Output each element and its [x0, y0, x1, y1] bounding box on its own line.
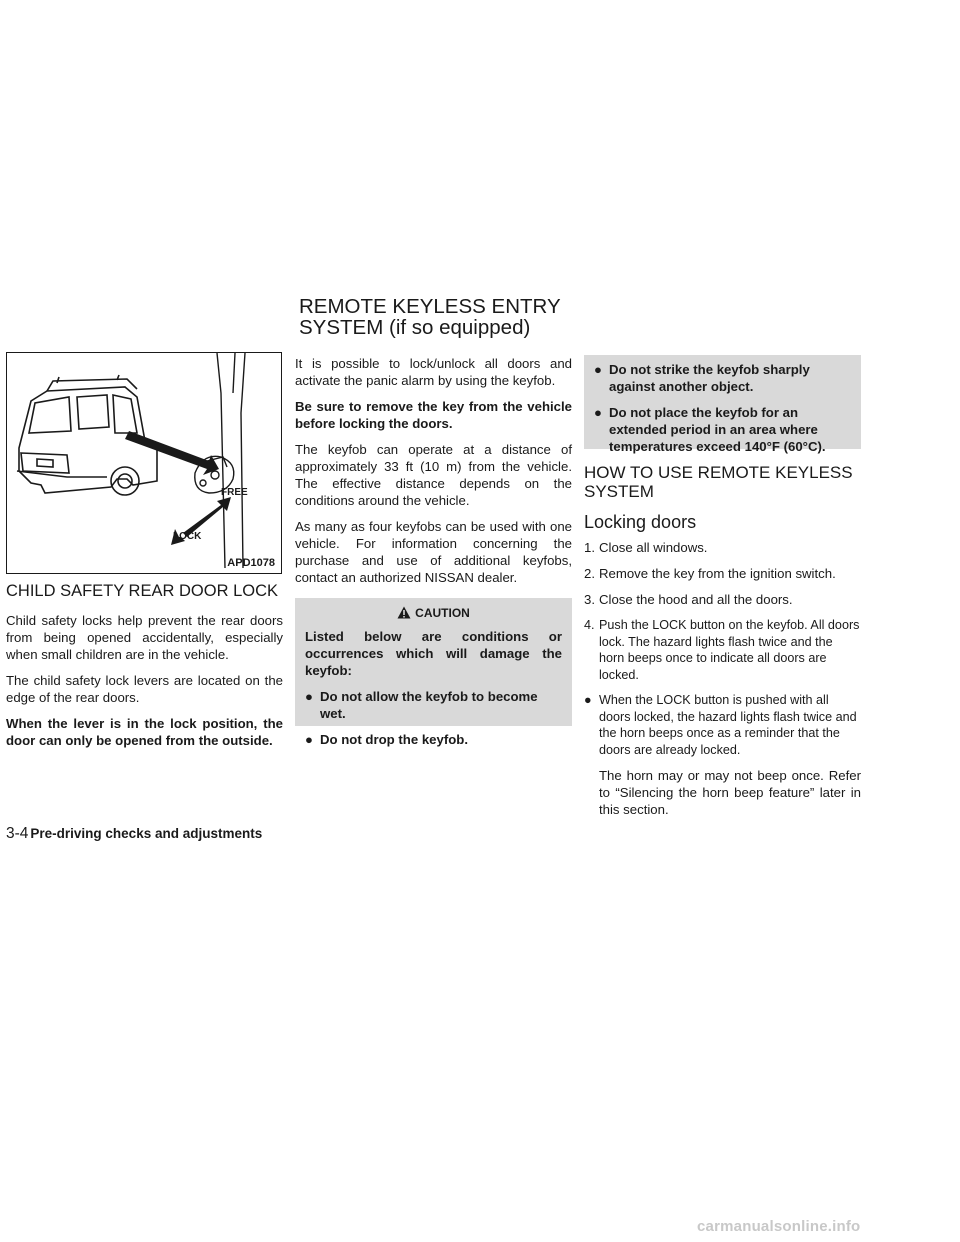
bullet-icon: ●	[584, 693, 592, 707]
step-item: 1. Close all windows.	[584, 540, 708, 555]
caution-box-continued	[584, 355, 861, 454]
lock-note: ● When the LOCK button is pushed with all doors locked, the hazard lights flash twice and the horn beeps once as a reminder that the doors are already locked.	[584, 693, 857, 757]
section-title-line-1: REMOTE KEYLESS ENTRY	[299, 295, 561, 318]
bullet-icon: ●	[305, 689, 313, 704]
remote-paragraph-2: Be sure to remove the key from the vehicle before locking the doors.	[295, 399, 572, 431]
bullet-icon: ●	[305, 732, 313, 747]
how-to-heading: HOW TO USE REMOTE KEYLESS SYSTEM	[584, 463, 853, 501]
vehicle-drawing	[7, 353, 280, 572]
bullet-icon: ●	[594, 362, 602, 377]
caution-title: CAUTION	[415, 606, 470, 620]
child-safety-heading: CHILD SAFETY REAR DOOR LOCK	[6, 582, 279, 600]
caution-item: ● Do not drop the keyfob.	[305, 732, 468, 747]
remote-paragraph-3: The keyfob can operate at a distance of approximately 33 ft (10 m) from the vehicle. The effective distance depends on the conditions around the vehicle.	[295, 442, 572, 508]
warning-triangle-icon	[397, 606, 411, 619]
section-title	[299, 296, 859, 338]
caution-intro: Listed below are conditions or occurrences which will damage the keyfob:	[305, 629, 562, 678]
step-item: 4. Push the LOCK button on the keyfob. All doors lock. The hazard lights flash twice and the horn beeps once to indicate all doors are locked.	[584, 618, 860, 682]
column-remote-intro	[295, 355, 572, 747]
step-item: 3. Close the hood and all the doors.	[584, 592, 793, 607]
bullet-icon: ●	[594, 405, 602, 420]
caution-item: ● Do not strike the keyfob sharply against another object.	[594, 362, 810, 394]
caution-header	[305, 606, 562, 620]
caution-box	[295, 598, 572, 747]
free-label: FREE	[221, 487, 248, 498]
remote-paragraph-4: As many as four keyfobs can be used with one vehicle. For information concerning the purchase and use of additional keyfobs, contact an authorized NISSAN dealer.	[295, 519, 572, 585]
caution-item: ● Do not allow the keyfob to become wet.	[305, 689, 538, 721]
figure-id: APD1078	[227, 557, 275, 569]
page-number: 3-4	[6, 825, 29, 842]
column-how-to	[584, 355, 861, 827]
section-title-line-2: SYSTEM (if so equipped)	[299, 316, 531, 339]
child-safety-warning: When the lever is in the lock position, the door can only be opened from the outside.	[6, 716, 283, 748]
watermark: carmanualsonline.info	[697, 1218, 861, 1235]
chapter-title: Pre-driving checks and adjustments	[30, 826, 263, 841]
horn-note: The horn may or may not beep once. Refer to “Silencing the horn beep feature” later in this section.	[599, 768, 861, 817]
locking-doors-heading: Locking doors	[584, 512, 697, 532]
caution-item: ● Do not place the keyfob for an extended period in an area where temperatures exceed 140°F (60°C).	[594, 405, 826, 454]
locking-steps	[584, 539, 861, 683]
lock-label: LOCK	[173, 531, 202, 542]
column-child-safety	[6, 582, 283, 758]
child-safety-paragraph-1: Child safety locks help prevent the rear doors from being opened accidentally, especially when small children are in the vehicle.	[6, 613, 283, 662]
remote-paragraph-1: It is possible to lock/unlock all doors and activate the panic alarm by using the keyfob.	[295, 356, 572, 388]
child-lock-illustration	[6, 352, 282, 574]
child-safety-paragraph-2: The child safety lock levers are located on the edge of the rear doors.	[6, 673, 283, 705]
step-item: 2. Remove the key from the ignition switch.	[584, 566, 836, 581]
page-footer	[6, 825, 262, 843]
